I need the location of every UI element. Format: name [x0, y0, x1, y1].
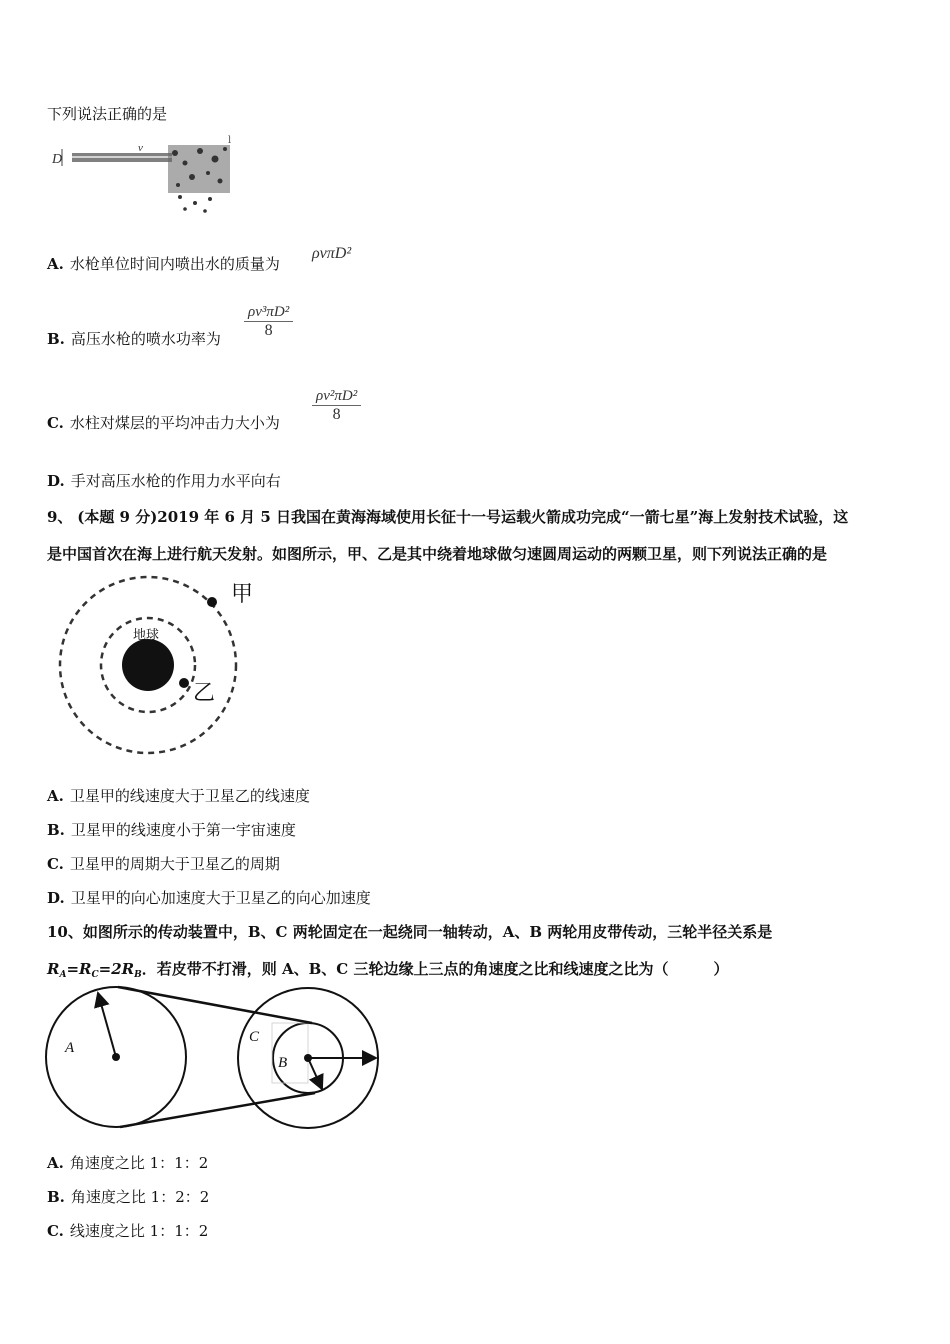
q9-stem-line1: [47, 506, 848, 527]
question-number: 9、: [47, 508, 73, 526]
option-letter: D.: [47, 889, 65, 907]
wheel-c-label: C: [249, 1029, 260, 1045]
fraction-numerator: ρv³πD²: [244, 304, 293, 322]
water-gun-label-d: D: [52, 152, 63, 167]
q8-option-b-formula: [244, 304, 293, 340]
question-stem: 如图所示的传动装置中，B、C 两轮固定在一起绕同一轴转动，A、B 两轮用皮带传动，三轮半径关系是: [82, 923, 773, 941]
satellite-jia: [207, 597, 217, 607]
wheel-a-radius-arrow: [98, 993, 116, 1057]
option-letter: A.: [47, 255, 64, 273]
option-text: 卫星甲的线速度大于卫星乙的线速度: [69, 787, 310, 805]
earth-label: 地球: [133, 628, 160, 643]
q8-option-b: [47, 328, 221, 349]
option-letter: C.: [47, 1222, 64, 1240]
satellite-yi-label: 乙: [193, 681, 216, 706]
option-text: 水枪单位时间内喷出水的质量为: [69, 255, 280, 273]
fraction-numerator: ρv²πD²: [312, 388, 361, 406]
belt-bottom: [120, 1093, 315, 1127]
q9-option-c: [47, 853, 280, 874]
q9-option-a: [47, 785, 310, 806]
question-points: (本题 9 分): [77, 508, 158, 526]
q9-stem-line2: 是中国首次在海上进行航天发射。如图所示，甲、乙是其中绕着地球做匀速圆周运动的两颗卫星，则下列说法正确的是: [47, 545, 828, 563]
option-letter: A.: [47, 1154, 64, 1172]
radius-relation: [47, 958, 54, 959]
option-letter: C.: [47, 855, 64, 873]
fraction-denominator: 8: [264, 322, 273, 339]
radius-relation-display: $R_A=R_C=2R_B$: [47, 960, 142, 980]
option-letter: A.: [47, 787, 64, 805]
q10-option-a: [47, 1152, 208, 1173]
q10-stem-line1: [47, 921, 772, 942]
option-text: 卫星甲的周期大于卫星乙的周期: [69, 855, 280, 873]
option-text: 角速度之比 1：1：2: [69, 1154, 209, 1172]
wheel-b-radius-arrow: [308, 1058, 322, 1089]
option-text: 高压水枪的喷水功率为: [70, 330, 221, 348]
option-letter: D.: [47, 472, 65, 490]
fraction-denominator: 8: [332, 406, 341, 423]
option-letter: B.: [47, 1188, 65, 1206]
earth: [122, 639, 174, 691]
q8-option-c: [47, 412, 280, 433]
belt-drive-figure: [40, 985, 385, 1130]
option-text: 卫星甲的线速度小于第一宇宙速度: [70, 821, 296, 839]
option-text: 手对高压水枪的作用力水平向右: [70, 472, 281, 490]
wheel-a-label: A: [65, 1040, 75, 1056]
q8-stem-tail: 下列说法正确的是: [47, 105, 168, 123]
option-letter: C.: [47, 414, 64, 432]
satellite-jia-label: 甲: [231, 582, 254, 607]
question-number: 10、: [47, 923, 83, 941]
option-text: 水柱对煤层的平均冲击力大小为: [69, 414, 280, 432]
q9-option-d: [47, 887, 371, 908]
q10-option-c: [47, 1220, 208, 1241]
question-stem: 2019 年 6 月 5 日我国在黄海海域使用长征十一号运载火箭成功完成“一箭七星”海上发射技术试验，这: [157, 508, 849, 526]
q9-option-b: [47, 819, 296, 840]
q10-option-b: [47, 1186, 209, 1207]
q8-option-a: [47, 253, 280, 274]
option-text: 线速度之比 1：1：2: [69, 1222, 209, 1240]
wheel-b-label: B: [278, 1055, 288, 1071]
water-gun-label-v: v: [138, 142, 143, 154]
option-letter: B.: [47, 330, 65, 348]
satellite-orbit-figure: [55, 575, 270, 755]
option-text: 角速度之比 1：2：2: [70, 1188, 210, 1206]
q8-option-c-formula: [312, 388, 361, 424]
water-gun-figure: [50, 133, 240, 218]
q10-stem-line2: [47, 958, 728, 980]
coal-seam: [168, 145, 230, 213]
q8-option-a-formula: ρvπD²: [312, 245, 352, 262]
satellite-yi: [179, 678, 189, 688]
question-stem: ．若皮带不打滑，则 A、B、C 三轮边缘上三点的角速度之比和线速度之比为（ ）: [141, 960, 729, 978]
option-text: 卫星甲的向心加速度大于卫星乙的向心加速度: [70, 889, 371, 907]
option-letter: B.: [47, 821, 65, 839]
coal-side-mark: l: [228, 135, 232, 146]
q8-option-d: [47, 470, 281, 491]
